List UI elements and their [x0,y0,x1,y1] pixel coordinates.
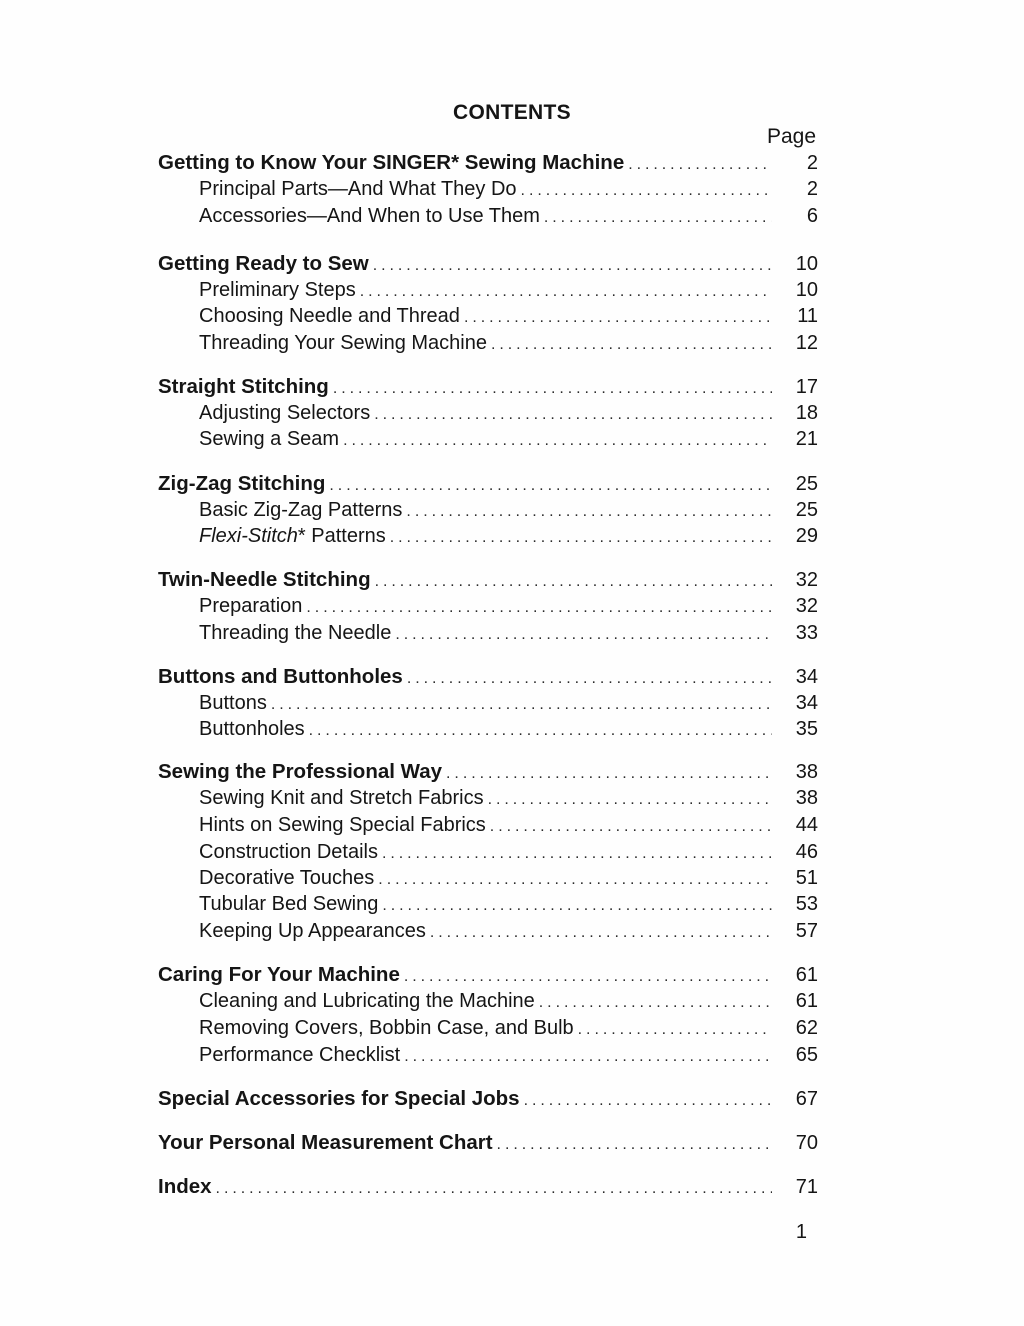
toc-entry-label: Removing Covers, Bobbin Case, and Bulb [199,1017,574,1039]
toc-page-number: 6 [806,205,818,227]
toc-section-entry [158,374,818,400]
toc-page-number: 12 [795,332,818,354]
toc-subsection-entry [199,400,818,426]
toc-entry-label: Zig-Zag Stitching [158,472,326,495]
dot-leader [491,332,772,358]
dot-leader [375,569,772,595]
toc-section-entry [158,1174,818,1200]
toc-entry-label: Accessories—And When to Use Them [199,205,540,227]
toc-entry-label: Special Accessories for Special Jobs [158,1087,520,1110]
toc-page-number: 29 [795,525,818,547]
page-column-label: Page [766,125,816,148]
dot-leader [329,473,772,499]
toc-entry-label: Threading the Needle [199,622,392,644]
toc-subsection-entry [199,330,818,356]
contents-title: CONTENTS [453,101,571,124]
dot-leader [521,178,772,204]
toc-subsection-entry [199,523,818,549]
toc-subsection-entry [199,690,818,716]
toc-entry-label: Buttons and Buttonholes [158,665,403,688]
toc-subsection-entry [199,785,818,811]
toc-section-entry [158,759,818,785]
toc-page-number: 71 [795,1176,818,1198]
toc-page-number: 2 [806,152,818,174]
toc-section-entry [158,471,818,497]
dot-leader [404,964,772,990]
toc-subsection-entry [199,988,818,1014]
toc-entry-label: Your Personal Measurement Chart [158,1131,493,1154]
toc-entry-label: Preparation [199,595,303,617]
dot-leader [271,692,772,718]
dot-leader [378,867,772,893]
toc-subsection-entry [199,891,818,917]
toc-page-number: 51 [795,867,818,889]
dot-leader [497,1132,772,1158]
dot-leader [524,1088,772,1114]
toc-subsection-entry [199,620,818,646]
toc-section-entry [158,567,818,593]
toc-page-number: 18 [795,402,818,424]
dot-leader [360,279,772,305]
toc-entry-label: Buttonholes [199,718,305,740]
toc-page-number: 38 [795,787,818,809]
dot-leader [488,787,772,813]
toc-subsection-entry [199,593,818,619]
dot-leader [464,305,772,331]
toc-entry-label: Cleaning and Lubricating the Machine [199,990,535,1012]
toc-subsection-entry [199,426,818,452]
toc-page-number: 32 [795,595,818,617]
dot-leader [390,525,772,551]
toc-page-number: 61 [795,964,818,986]
toc-subsection-entry [199,497,818,523]
toc-subsection-entry [199,716,818,742]
toc-entry-label: Buttons [199,692,267,714]
toc-subsection-entry [199,1015,818,1041]
toc-page-number: 11 [797,305,818,327]
dot-leader [539,990,772,1016]
toc-subsection-entry [199,918,818,944]
toc-entry-label [199,523,386,549]
toc-page-number: 61 [795,990,818,1012]
toc-entry-label: Choosing Needle and Thread [199,305,460,327]
toc-subsection-entry [199,176,818,202]
dot-leader [490,814,772,840]
toc-page-number: 44 [795,814,818,836]
toc-section-entry [158,150,818,176]
dot-leader [407,666,772,692]
toc-entry-label: Sewing a Seam [199,428,340,450]
toc-subsection-entry [199,277,818,303]
toc-page-number: 10 [795,253,818,275]
dot-leader [306,595,772,621]
toc-page-number: 34 [795,666,818,688]
toc-entry-label: Getting Ready to Sew [158,252,369,275]
page-number-footer: 1 [795,1221,807,1243]
toc-section-entry [158,664,818,690]
toc-page-number: 32 [795,569,818,591]
toc-entry-label: Sewing the Professional Way [158,760,443,783]
toc-page-number: 33 [795,622,818,644]
dot-leader [373,253,772,279]
toc-entry-label: Principal Parts—And What They Do [199,178,517,200]
toc-subsection-entry [199,812,818,838]
toc-page-number: 57 [795,920,818,942]
dot-leader [382,893,772,919]
toc-section-entry [158,251,818,277]
dot-leader [382,841,772,867]
toc-subsection-entry [199,303,818,329]
toc-section-entry [158,1130,818,1156]
toc-entry-label: Getting to Know Your SINGER* Sewing Machine [158,151,625,174]
toc-page-number: 38 [795,761,818,783]
dot-leader [343,428,772,454]
toc-entry-label: Decorative Touches [199,867,375,889]
toc-entry-label: Construction Details [199,841,378,863]
toc-subsection-entry [199,1042,818,1068]
toc-entry-label: Keeping Up Appearances [199,920,426,942]
dot-leader [544,205,772,231]
toc-section-entry [158,962,818,988]
dot-leader [430,920,772,946]
toc-page-number: 67 [795,1088,818,1110]
toc-subsection-entry [199,839,818,865]
dot-leader [404,1044,772,1070]
dot-leader [395,622,772,648]
toc-subsection-entry [199,203,818,229]
toc-page-number: 34 [795,692,818,714]
dot-leader [628,152,772,178]
toc-page-number: 2 [806,178,818,200]
toc-page-number: 21 [795,428,818,450]
toc-entry-label-italic: Flexi-Stitch [199,525,298,547]
toc-page-number: 62 [795,1017,818,1039]
dot-leader [309,718,772,744]
dot-leader [406,499,772,525]
toc-page-number: 25 [795,499,818,521]
toc-subsection-entry [199,865,818,891]
toc-page-number: 53 [795,893,818,915]
toc-entry-label: Tubular Bed Sewing [199,893,379,915]
toc-page-number: 25 [795,473,818,495]
toc-entry-label: Index [158,1175,212,1198]
dot-leader [333,376,772,402]
toc-page-number: 17 [795,376,818,398]
toc-page-number: 65 [795,1044,818,1066]
dot-leader [216,1176,772,1202]
dot-leader [374,402,772,428]
toc-entry-label: Threading Your Sewing Machine [199,332,487,354]
toc-section-entry [158,1086,818,1112]
toc-page-number: 10 [795,279,818,301]
toc-page-number: 70 [795,1132,818,1154]
toc-entry-label: Twin-Needle Stitching [158,568,371,591]
toc-entry-label: Preliminary Steps [199,279,356,301]
dot-leader [578,1017,772,1043]
toc-page-number: 35 [795,718,818,740]
toc-entry-label: Caring For Your Machine [158,963,400,986]
dot-leader [446,761,772,787]
toc-entry-label: Hints on Sewing Special Fabrics [199,814,486,836]
toc-entry-label: Sewing Knit and Stretch Fabrics [199,787,484,809]
toc-entry-label: Performance Checklist [199,1044,401,1066]
toc-entry-label: Basic Zig-Zag Patterns [199,499,403,521]
toc-entry-label: Adjusting Selectors [199,402,371,424]
toc-entry-label: Straight Stitching [158,375,329,398]
toc-page-number: 46 [795,841,818,863]
toc-entry-label-rest: * Patterns [297,525,386,547]
